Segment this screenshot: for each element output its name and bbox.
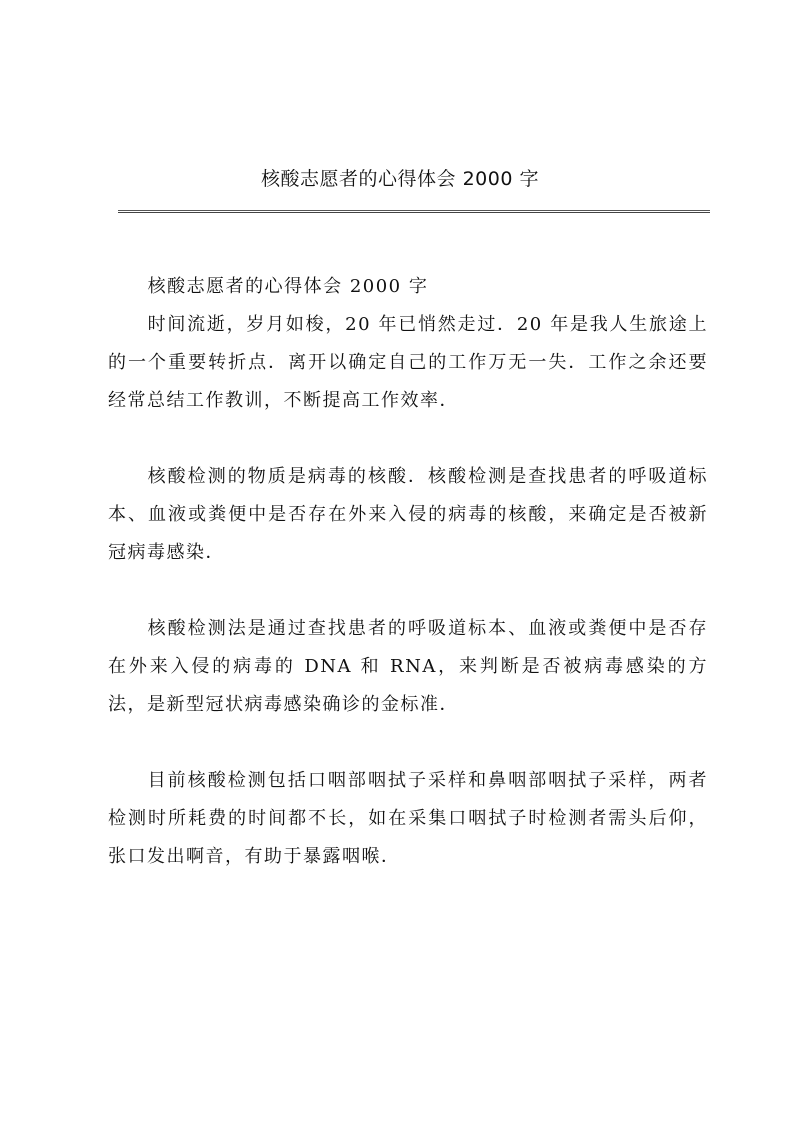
paragraph-nucleic-acid-substance: 核酸检测的物质是病毒的核酸．核酸检测是查找患者的呼吸道标本、血液或粪便中是否存在外来入侵的病毒的核酸，来确定是否被新冠病毒感染． (108, 466, 708, 563)
paragraph-swab-sampling: 目前核酸检测包括口咽部咽拭子采样和鼻咽部咽拭子采样，两者检测时所耗费的时间都不长，如在采集口咽拭子时检测者需头后仰，张口发出啊音，有助于暴露咽喉． (108, 770, 708, 867)
title-divider (118, 210, 710, 213)
page-title: 核酸志愿者的心得体会 2000 字 (261, 168, 539, 190)
paragraph-test-method: 核酸检测法是通过查找患者的呼吸道标本、血液或粪便中是否存在外来入侵的病毒的 DNA 和 RNA，来判断是否被病毒感染的方法，是新型冠状病毒感染确诊的金标准． (108, 618, 708, 715)
document-body (108, 268, 708, 876)
paragraph-intro: 时间流逝，岁月如梭，20 年已悄然走过．20 年是我人生旅途上的一个重要转折点．离开以确定自己的工作万无一失．工作之余还要经常总结工作教训，不断提高工作效率． (108, 314, 708, 411)
subtitle-paragraph: 核酸志愿者的心得体会 2000 字 (147, 276, 429, 297)
